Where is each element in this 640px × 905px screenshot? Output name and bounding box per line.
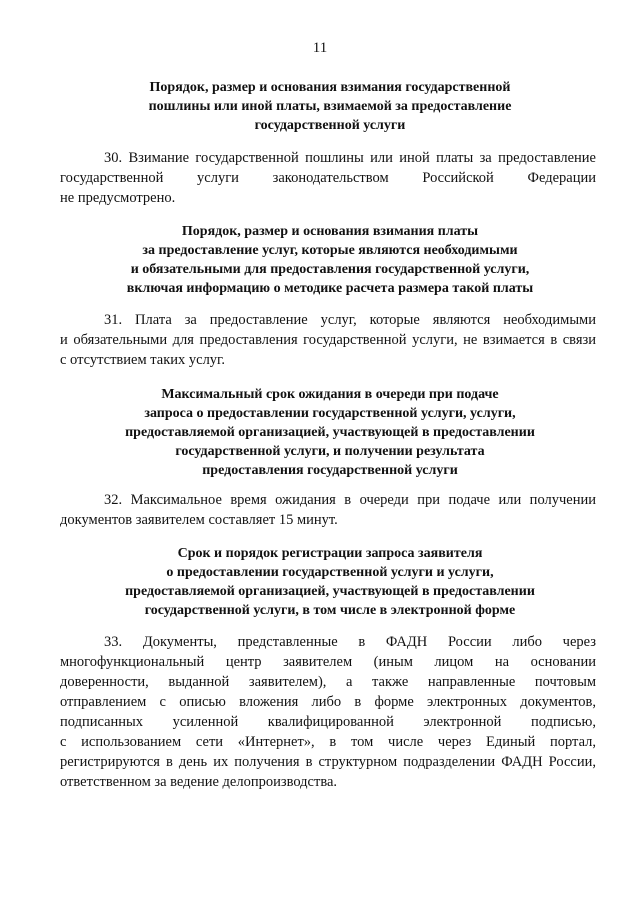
paragraph-line: государственной услуги законодательством Российской Федерации [60, 170, 596, 186]
heading-line: Порядок, размер и основания взимания платы [181, 224, 479, 239]
paragraph-30 [60, 148, 596, 208]
heading-line: за предоставление услуг, которые являются необходимыми [142, 243, 518, 258]
paragraph-line: регистрируются в день их получения в структурном подразделении ФАДН России, [60, 754, 596, 770]
paragraph-line: ответственном за ведение делопроизводства. [60, 774, 338, 790]
heading-line: Порядок, размер и основания взимания государственной [149, 80, 511, 95]
heading-line: пошлины или иной платы, взимаемой за предоставление [148, 99, 512, 114]
heading-line: предоставляемой организацией, участвующей в предоставлении [125, 584, 535, 599]
page-number: 11 [312, 40, 328, 56]
heading-line: предоставления государственной услуги [202, 463, 458, 478]
paragraph-line: документов заявителем составляет 15 минут. [60, 512, 338, 528]
heading-line: и обязательными для предоставления государственной услуги, [130, 262, 530, 277]
heading-line: о предоставлении государственной услуги и услуги, [166, 565, 494, 580]
paragraph-line: 31. Плата за предоставление услуг, которые являются необходимыми [104, 312, 596, 328]
heading-line: государственной услуги, в том числе в электронной форме [144, 603, 516, 618]
paragraph-line: 32. Максимальное время ожидания в очереди при подаче или получении [104, 492, 596, 508]
paragraph-line: и обязательными для предоставления государственной услуги, не взимается в связи [60, 332, 596, 348]
section-heading-payment [60, 222, 600, 298]
paragraph-line: 30. Взимание государственной пошлины или иной платы за предоставление [104, 150, 596, 166]
paragraph-line: подписанных усиленной квалифицированной электронной подписью, [60, 714, 596, 730]
paragraph-line: 33. Документы, представленные в ФАДН России либо через [104, 634, 596, 650]
paragraph-line: с использованием сети «Интернет», в том числе через Единый портал, [60, 734, 596, 750]
heading-line: включая информацию о методике расчета размера такой платы [126, 281, 534, 296]
heading-line: Максимальный срок ожидания в очереди при подаче [161, 387, 499, 402]
paragraph-31 [60, 310, 596, 370]
section-heading-registration [60, 544, 600, 620]
paragraph-line: не предусмотрено. [60, 190, 176, 206]
paragraph-line: отправлением с описью вложения либо в форме электронных документов, [60, 694, 596, 710]
paragraph-line: многофункциональный центр заявителем (иным лицом на основании [60, 654, 596, 670]
paragraph-line: с отсутствием таких услуг. [60, 352, 225, 368]
section-heading-fee [60, 78, 600, 135]
heading-line: Срок и порядок регистрации запроса заявителя [177, 546, 483, 561]
heading-line: государственной услуги, и получении результата [175, 444, 485, 459]
heading-line: запроса о предоставлении государственной услуги, услуги, [144, 406, 516, 421]
section-heading-queue [60, 385, 600, 480]
paragraph-33 [60, 632, 596, 792]
heading-line: предоставляемой организацией, участвующей в предоставлении [125, 425, 535, 440]
heading-line: государственной услуги [254, 118, 406, 133]
paragraph-32 [60, 490, 596, 530]
paragraph-line: доверенности, выданной заявителем), а также направленные почтовым [60, 674, 596, 690]
